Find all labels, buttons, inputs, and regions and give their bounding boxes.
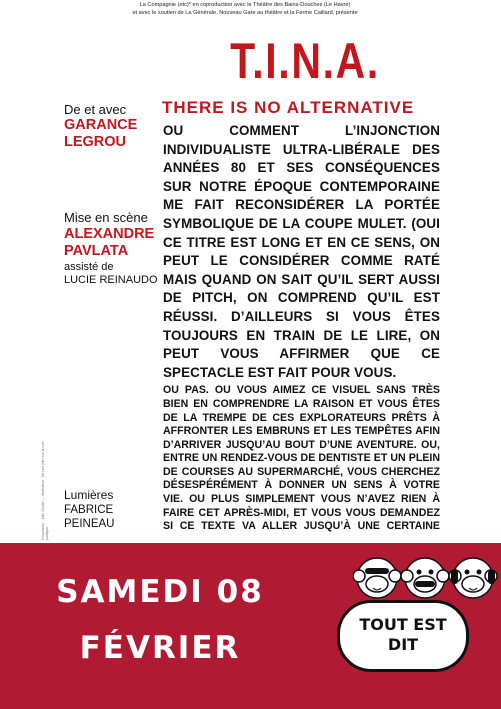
tout-est-dit-badge <box>337 600 469 672</box>
pitch-paragraph-1: OU COMMENT L’INJONCTION INDIVIDUALISTE ULTRA-LIBÉRALE DES ANNÉES 80 ET SES CONSÉQUENCES SUR NOTRE ÉPOQUE CONTEMPORAINE ME FAIT RECONSIDÉRER LA PORTÉE SYMBOLIQUE DE LA COUPE MULET. (OUI CE TITRE EST LONG ET EN CE SENS, ON PEUT LE CONSIDÉRER COMME RATÉ MAIS QUAND ON SAIT QU’IL SERT AUSSI DE PITCH, ON COMPREND QU’IL EST RÉUSSI. D’AILLEURS SI VOUS ÊTES TOUJOURS EN TRAIN DE LE LIRE, ON PEUT VOUS AFFIRMER QUE CE SPECTACLE EST FAIT POUR VOUS. <box>163 123 440 380</box>
assistant-role: assisté de <box>64 261 114 273</box>
lights-credit <box>64 488 164 531</box>
date-month: FÉVRIER <box>79 630 241 666</box>
director-name-last: PAVLATA <box>64 243 129 259</box>
side-legal-note: Graphisme : Julie Goulet — Illustration · Ne pas jeter sur la voie publique <box>41 441 49 540</box>
production-credits <box>60 2 430 17</box>
director-role: Mise en scène <box>64 210 148 225</box>
pitch-text <box>163 122 440 534</box>
badge-line-1: TOUT EST <box>359 615 447 634</box>
badge-line-2: DIT <box>387 635 419 654</box>
assistant-name: LUCIE REINAUDO <box>64 274 158 286</box>
director-name-first: ALEXANDRE <box>64 226 155 242</box>
show-subtitle: THERE IS NO ALTERNATIVE <box>162 98 415 117</box>
lights-role: Lumières <box>64 488 114 502</box>
three-wise-monkeys-icon <box>353 548 498 608</box>
author-credit <box>64 102 164 151</box>
production-credits-line-1: La Compagnie (etc)* en coproduction avec le Théâtre des Bains-Douches (Le Havre) <box>139 2 351 8</box>
director-credit <box>64 210 164 287</box>
production-credits-line-2: et avec le soutien de La Générale, Nouveau Gare au théâtre et la Ferme Caillard, présente <box>132 9 358 16</box>
lights-name: FABRICE PEINEAU <box>64 504 115 530</box>
date-day: SAMEDI 08 <box>56 574 264 610</box>
author-role: De et avec <box>64 102 127 117</box>
author-name-last: LEGROU <box>64 134 127 150</box>
author-name-first: GARANCE <box>64 117 138 133</box>
show-title: T.I.N.A. <box>230 33 380 89</box>
pitch-paragraph-2: OU PAS. OU VOUS AIMEZ CE VISUEL SANS TRÈS BIEN EN COMPRENDRE LA RAISON ET VOUS ÊTES DE LA TREMPE DE CES EXPLORATEURS PRÊTS À AFFRONTER LES EMBRUNS ET LES TEMPÊTES AFIN D’ARRIVER JUSQU’AU BOUT D’UNE AVENTURE. OU, ENTRE UN RENDEZ-VOUS DE DENTISTE ET UN PLEIN DE COURSES AU SUPERMARCHÉ, VOUS CHERCHEZ DÉSESPÉRÉMENT À DONNER UN SENS À VOTRE VIE. OU PLUS SIMPLEMENT VOUS N’AVEZ RIEN À FAIRE CET APRÈS-MIDI, ET VOUS VOUS DEMANDEZ SI CE TEXTE VA ALLER JUSQU’À UNE CERTAINE <box>163 384 440 533</box>
